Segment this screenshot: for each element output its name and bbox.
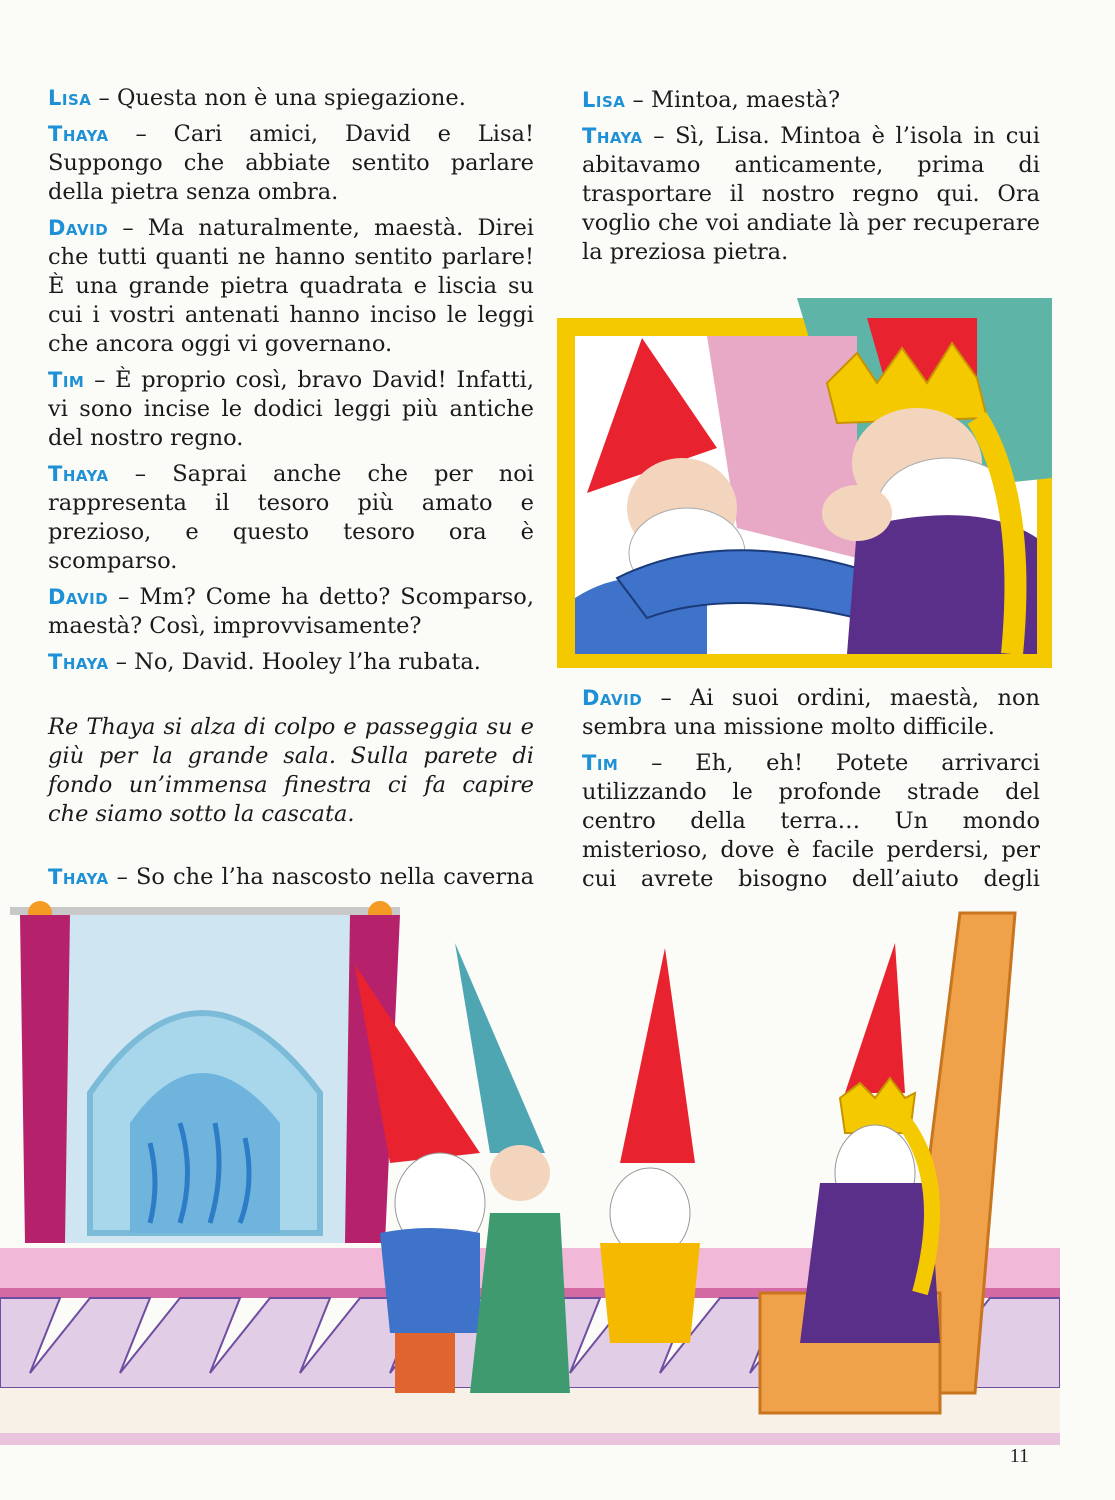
speaker-name: David <box>582 686 643 710</box>
speaker-name: Lisa <box>48 86 92 110</box>
page-number: 11 <box>1009 1445 1029 1467</box>
dialogue-line: Lisa – Mintoa, maestà? <box>582 87 841 113</box>
illustration-king-embrace <box>557 298 1052 668</box>
dialogue-line: David – Ai suoi ordini, maestà, non sembra una missione molto difficile. <box>582 685 1040 740</box>
david-body <box>380 1228 480 1333</box>
speaker-name: Tim <box>48 368 85 392</box>
speaker-name: David <box>48 585 109 609</box>
dialogue-line: Tim – È proprio così, bravo David! Infatti, vi sono incise le dodici leggi più antiche del nostro regno. <box>48 367 534 451</box>
throne-room-drawing <box>0 893 1060 1445</box>
right-text-column-top <box>582 86 1040 274</box>
speaker-name: Tim <box>582 751 619 775</box>
illustration-throne-room <box>0 893 1060 1445</box>
dialogue-line: Thaya – Sì, Lisa. Mintoa è l’isola in cui abitavamo anticamente, prima di trasportare il nostro regno qui. Ora voglio che voi andiate là per recuperare la preziosa pietra. <box>582 123 1040 265</box>
speaker-name: Thaya <box>582 124 643 148</box>
speaker-name: Thaya <box>48 122 109 146</box>
dialogue-line: Thaya – Saprai anche che per noi rappresenta il tesoro più amato e prezioso, e questo tesoro ora è scomparso. <box>48 461 534 574</box>
dialogue-line: David – Ma naturalmente, maestà. Direi che tutti quanti ne hanno sentito parlare! È una grande pietra quadrata e liscia su cui i vostri antenati hanno inciso le leggi che ancora oggi vi governano. <box>48 215 534 357</box>
left-text-column <box>48 84 534 957</box>
dialogue-line: Tim – Eh, eh! Potete arrivarci utilizzando le profonde strade del centro della terra… Un mondo misterioso, dove è facile perdersi, per cui avrete bisogno dell’aiuto degli <box>582 750 1040 892</box>
dialogue-line: David – Mm? Come ha detto? Scomparso, maestà? Così, improvvisamente? <box>48 584 534 639</box>
tim-body <box>600 1243 700 1343</box>
dialogue-line: Thaya – So che l’ha nascosto nella caverna <box>48 864 534 890</box>
narration: Re Thaya si alza di colpo e passeggia su e giù per la grande sala. Sulla parete di fondo un’immensa finestra ci fa capire che siamo sotto la cascata. <box>48 714 534 827</box>
king-embrace-drawing <box>557 298 1052 668</box>
dialogue-line: Lisa – Questa non è una spiegazione. <box>48 85 466 111</box>
speaker-name: Thaya <box>48 865 109 889</box>
speaker-name: Lisa <box>582 88 626 112</box>
dialogue-line: Thaya – Cari amici, David e Lisa! Suppongo che abbiate sentito parlare della pietra senza ombra. <box>48 121 534 205</box>
dialogue-line: Thaya – No, David. Hooley l’ha rubata. <box>48 649 481 675</box>
speaker-name: David <box>48 216 109 240</box>
left-curtain <box>20 915 70 1243</box>
speaker-name: Thaya <box>48 462 109 486</box>
speaker-name: Thaya <box>48 650 109 674</box>
